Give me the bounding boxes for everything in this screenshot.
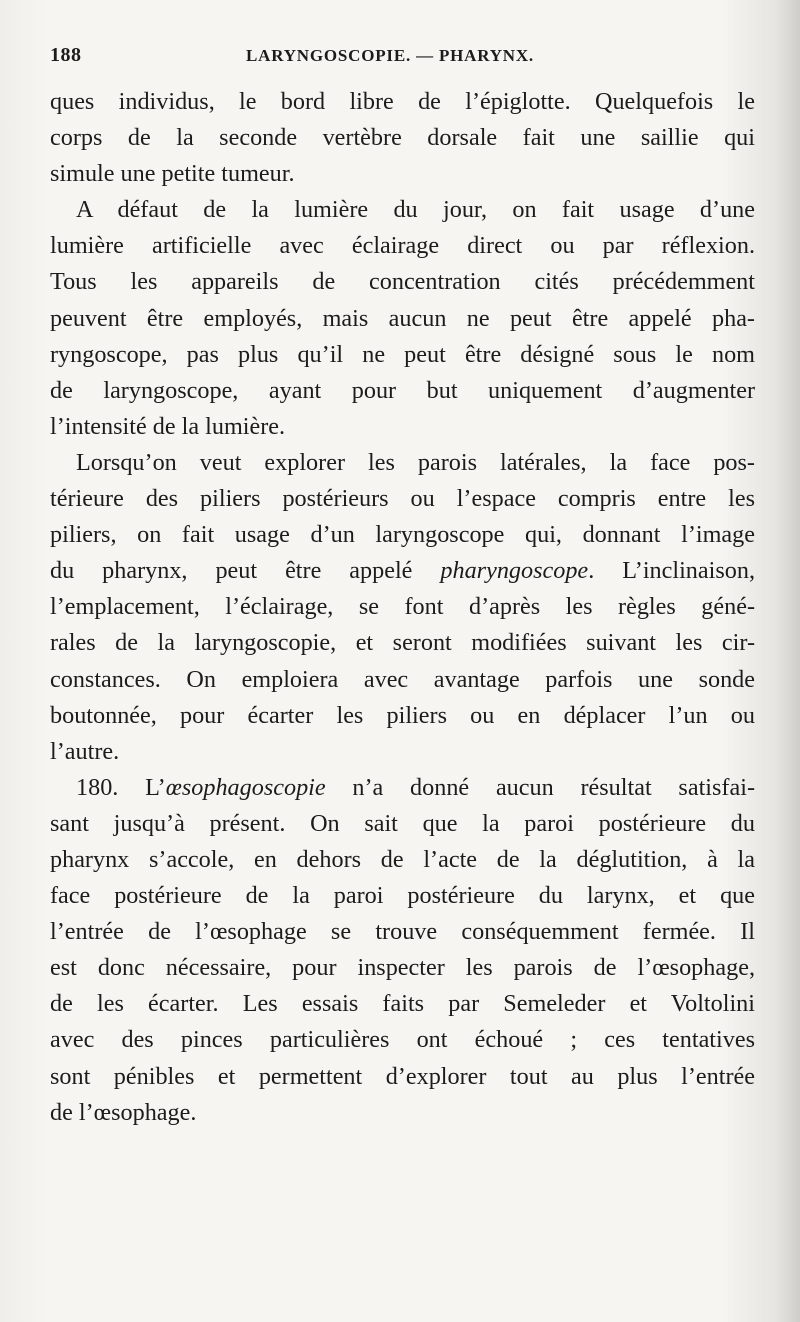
text-line — [50, 445, 755, 481]
text-segment: corps de la seconde vertèbre dorsale fait une saillie qui — [50, 124, 755, 152]
paragraph — [50, 770, 755, 1131]
text-segment: térieure des piliers postérieurs ou l’espace compris entre les — [50, 485, 755, 513]
text-segment: Tous les appareils de concentration cités précédemment — [50, 268, 755, 296]
text-segment: rales de la laryngoscopie, et seront modifiées suivant les cir- — [50, 629, 755, 657]
text-segment: simule une petite tumeur. — [50, 160, 295, 188]
text-line — [50, 589, 755, 625]
text-line — [50, 950, 755, 986]
text-line — [50, 806, 755, 842]
italic-term: œsophagoscopie — [165, 773, 326, 801]
text-line — [50, 842, 755, 878]
paragraph — [50, 445, 755, 770]
text-segment: constances. On emploiera avec avantage parfois une sonde — [50, 665, 755, 693]
body-text — [50, 84, 755, 1131]
text-segment: 180. L’ — [76, 773, 166, 801]
text-segment: ryngoscope, pas plus qu’il ne peut être désigné sous le nom — [50, 340, 755, 368]
text-segment: face postérieure de la paroi postérieure du larynx, et que — [50, 882, 755, 910]
text-segment: A défaut de la lumière du jour, on fait usage d’une — [76, 196, 755, 224]
text-segment: piliers, on fait usage d’un laryngoscope qui, donnant l’image — [50, 521, 755, 549]
text-line — [50, 517, 755, 553]
text-line — [50, 986, 755, 1022]
italic-term: pharyngoscope — [440, 557, 589, 585]
text-segment: de les écarter. Les essais faits par Semeleder et Voltolini — [50, 990, 755, 1018]
text-segment: sont pénibles et permettent d’explorer tout au plus l’entrée — [50, 1062, 755, 1090]
text-segment: boutonnée, pour écarter les piliers ou en déplacer l’un ou — [50, 701, 755, 729]
text-line — [50, 914, 755, 950]
text-line — [50, 156, 755, 192]
text-segment: avec des pinces particulières ont échoué ; ces tentatives — [50, 1026, 755, 1054]
text-line — [50, 662, 755, 698]
text-segment: l’intensité de la lumière. — [50, 412, 286, 440]
text-line — [50, 337, 755, 373]
text-segment: ques individus, le bord libre de l’épiglotte. Quelquefois le — [50, 88, 755, 115]
text-segment: pharynx s’accole, en dehors de l’acte de la déglutition, à la — [50, 845, 755, 873]
text-line — [50, 878, 755, 914]
text-line — [50, 192, 755, 228]
text-line — [50, 301, 755, 337]
text-segment: . L’inclinaison, — [588, 557, 756, 585]
text-segment: n’a donné aucun résultat satisfai- — [325, 773, 755, 801]
text-line — [50, 409, 755, 445]
paragraph — [50, 192, 755, 445]
text-line — [50, 120, 755, 156]
text-line — [50, 625, 755, 661]
text-segment: Lorsqu’on veut explorer les parois latérales, la face pos- — [76, 448, 755, 476]
text-segment: de laryngoscope, ayant pour but uniquement d’augmenter — [50, 376, 755, 404]
text-line — [50, 84, 755, 120]
text-line — [50, 1022, 755, 1058]
text-line — [50, 734, 755, 770]
page-header — [50, 44, 750, 74]
text-line — [50, 264, 755, 300]
text-line — [50, 1059, 755, 1095]
text-line — [50, 698, 755, 734]
running-head: LARYNGOSCOPIE. — PHARYNX. — [246, 46, 534, 65]
text-segment: de l’œsophage. — [50, 1098, 197, 1126]
text-segment: lumière artificielle avec éclairage direct ou par réflexion. — [50, 232, 755, 260]
text-segment: l’autre. — [50, 737, 120, 765]
text-line — [50, 228, 755, 264]
text-segment: l’entrée de l’œsophage se trouve conséquemment fermée. Il — [50, 918, 755, 946]
page-number: 188 — [50, 44, 82, 66]
text-line — [50, 373, 755, 409]
text-segment: l’emplacement, l’éclairage, se font d’après les règles géné- — [50, 593, 755, 621]
text-segment: sant jusqu’à présent. On sait que la paroi postérieure du — [50, 809, 755, 837]
text-segment: est donc nécessaire, pour inspecter les parois de l’œsophage, — [50, 954, 755, 982]
paragraph — [50, 84, 755, 192]
text-segment: du pharynx, peut être appelé — [50, 557, 441, 585]
text-line — [50, 481, 755, 517]
text-line — [50, 1095, 755, 1131]
text-line — [50, 553, 755, 589]
text-segment: peuvent être employés, mais aucun ne peut être appelé pha- — [50, 304, 755, 332]
text-line — [50, 770, 755, 806]
